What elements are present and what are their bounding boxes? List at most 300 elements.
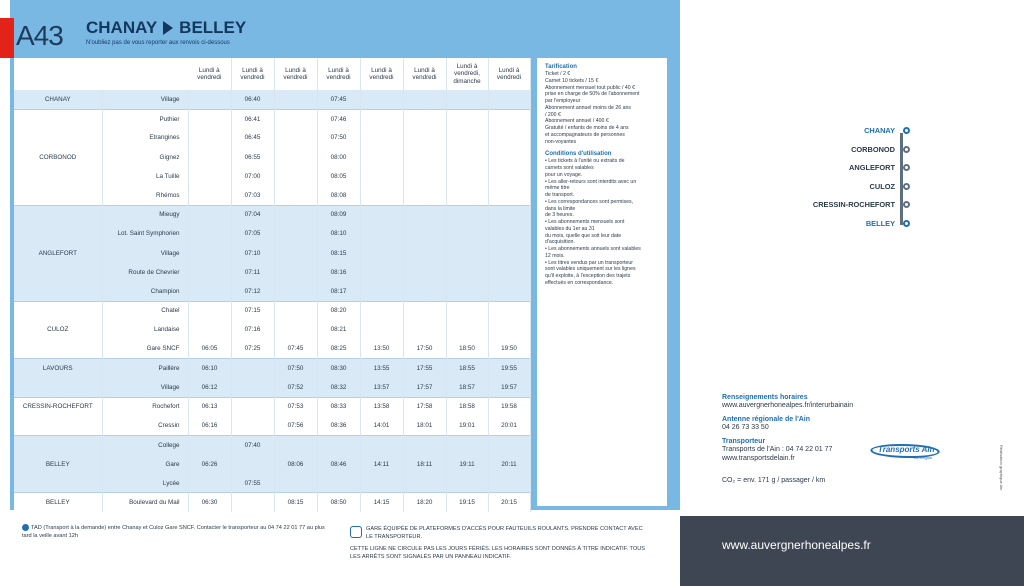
table-row xyxy=(14,474,530,493)
table-row xyxy=(14,455,530,474)
condition-line: pour un voyage. xyxy=(545,171,583,178)
time-cell xyxy=(488,224,530,243)
time-cell: 07:12 xyxy=(231,282,274,301)
time-cell: 08:09 xyxy=(317,205,360,224)
carrier-heading: Transporteur xyxy=(722,438,766,446)
timetable xyxy=(14,58,530,512)
time-cell xyxy=(488,244,530,263)
time-cell: 06:30 xyxy=(188,493,231,512)
route-subtitle: N'oubliez pas de vous reporter aux renvois ci-dessous xyxy=(86,40,230,46)
time-cell xyxy=(188,109,231,128)
time-cell xyxy=(274,167,317,186)
day-column-header: Lundi à vendredi xyxy=(231,58,274,90)
time-cell: 20:15 xyxy=(488,493,530,512)
time-cell: 17:50 xyxy=(403,339,446,358)
stop-cell: Village xyxy=(102,244,188,263)
condition-line: d'acquisition. xyxy=(545,239,575,246)
table-row xyxy=(14,359,530,378)
origin-label: CHANAY xyxy=(86,18,158,37)
route-stop-label: CRESSIN-ROCHEFORT xyxy=(812,200,895,209)
time-cell: 18:55 xyxy=(446,359,488,378)
time-cell: 08:20 xyxy=(317,301,360,320)
time-cell xyxy=(446,474,488,493)
time-cell: 20:01 xyxy=(488,416,530,435)
stop-cell: Rhémos xyxy=(102,186,188,205)
time-cell xyxy=(360,109,403,128)
time-cell xyxy=(403,224,446,243)
time-cell: 08:32 xyxy=(317,378,360,397)
schedule-heading: Renseignements horaires xyxy=(722,394,808,401)
city-cell xyxy=(14,474,102,493)
time-cell: 13:50 xyxy=(360,339,403,358)
day-column-header: Lundi à vendredi xyxy=(317,58,360,90)
city-cell xyxy=(14,378,102,397)
time-cell: 17:57 xyxy=(403,378,446,397)
condition-line: qu'il exploite, à l'exception des trajets xyxy=(545,273,631,279)
condition-line: de 3 heures. xyxy=(545,212,574,219)
time-cell xyxy=(231,378,274,397)
table-row xyxy=(14,186,530,205)
time-cell xyxy=(274,244,317,263)
condition-line: du mois, quelle que soit leur date xyxy=(545,232,622,239)
city-cell: CORBONOD xyxy=(14,148,102,167)
tarification-line: par l'employeur xyxy=(545,98,581,104)
time-cell xyxy=(403,128,446,147)
time-cell: 17:55 xyxy=(403,359,446,378)
route-stop-dot-icon xyxy=(903,164,910,171)
time-cell xyxy=(274,263,317,282)
city-cell xyxy=(14,435,102,454)
tarification-line: Carnet 10 tickets / 15 € xyxy=(545,77,599,84)
table-row xyxy=(14,109,530,128)
time-cell xyxy=(488,282,530,301)
time-cell: 07:45 xyxy=(317,90,360,109)
time-cell xyxy=(231,397,274,416)
time-cell: 08:00 xyxy=(317,148,360,167)
route-stop-dot-icon xyxy=(903,201,910,208)
stop-cell: Boulevard du Mail xyxy=(102,493,188,512)
time-cell xyxy=(188,474,231,493)
route-stop-label: ANGLEFORT xyxy=(849,163,895,172)
time-cell xyxy=(360,263,403,282)
time-cell xyxy=(360,224,403,243)
time-cell: 18:57 xyxy=(446,378,488,397)
table-row xyxy=(14,263,530,282)
tad-info-icon xyxy=(22,524,29,531)
time-cell: 06:55 xyxy=(231,148,274,167)
time-cell: 19:01 xyxy=(446,416,488,435)
tarification-title: Tarification xyxy=(545,64,577,70)
condition-line: • Les tickets à l'unité ou extraits de xyxy=(545,158,625,165)
table-row xyxy=(14,148,530,167)
time-cell xyxy=(403,90,446,109)
time-cell: 07:03 xyxy=(231,186,274,205)
time-cell: 13:55 xyxy=(360,359,403,378)
stop-cell: Village xyxy=(102,378,188,397)
time-cell: 07:56 xyxy=(274,416,317,435)
time-cell: 08:36 xyxy=(317,416,360,435)
time-cell xyxy=(317,435,360,454)
time-cell xyxy=(360,148,403,167)
time-cell xyxy=(188,435,231,454)
carrier-phone: Transports de l'Ain : 04 74 22 01 77 xyxy=(722,446,833,454)
time-cell xyxy=(188,186,231,205)
logo-text: Transports Ain xyxy=(878,445,935,454)
time-cell: 13:57 xyxy=(360,378,403,397)
tarification-line: prise en charge de 50% de l'abonnement xyxy=(545,91,640,98)
condition-line: sont valables uniquement sur les lignes xyxy=(545,266,636,273)
time-cell xyxy=(360,435,403,454)
table-row xyxy=(14,224,530,243)
time-cell: 14:15 xyxy=(360,493,403,512)
city-cell xyxy=(14,416,102,435)
city-cell xyxy=(14,186,102,205)
time-cell: 07:00 xyxy=(231,167,274,186)
time-cell xyxy=(317,474,360,493)
timetable-grid xyxy=(14,58,531,512)
destination-label: BELLEY xyxy=(179,18,247,37)
city-cell xyxy=(14,205,102,224)
time-cell: 07:50 xyxy=(317,128,360,147)
time-cell xyxy=(488,148,530,167)
day-column-header: Lundi à vendredi xyxy=(188,58,231,90)
time-cell: 07:15 xyxy=(231,301,274,320)
day-column-header: Lundi à vendredi xyxy=(274,58,317,90)
time-cell xyxy=(488,435,530,454)
route-stop-dot-icon xyxy=(903,220,910,227)
time-cell: 19:58 xyxy=(488,397,530,416)
day-column-header: Lundi à vendredi, dimanche xyxy=(446,58,488,90)
time-cell: 07:52 xyxy=(274,378,317,397)
route-stop-label: CULOZ xyxy=(869,181,895,191)
condition-line: 12 mois. xyxy=(545,252,565,259)
time-cell: 07:16 xyxy=(231,320,274,339)
time-cell xyxy=(274,109,317,128)
time-cell: 08:05 xyxy=(317,167,360,186)
city-cell: CRESSIN-ROCHEFORT xyxy=(14,397,102,416)
route-stop-dot-icon xyxy=(903,146,910,153)
condition-line: effectués en correspondance. xyxy=(545,279,614,286)
time-cell: 06:13 xyxy=(188,397,231,416)
time-cell xyxy=(274,435,317,454)
info-panel xyxy=(680,0,1024,586)
antenna-heading: Antenne régionale de l'Ain xyxy=(722,416,811,424)
time-cell: 18:11 xyxy=(403,455,446,474)
direction-arrow-icon xyxy=(163,21,173,35)
time-cell xyxy=(188,128,231,147)
stop-cell: Cressin xyxy=(102,416,188,435)
time-cell xyxy=(188,167,231,186)
time-cell: 08:30 xyxy=(317,359,360,378)
time-cell xyxy=(360,244,403,263)
route-stop xyxy=(864,126,910,135)
co2-info: CO₂ = env. 171 g / passager / km xyxy=(722,477,826,484)
table-row xyxy=(14,493,530,512)
time-cell xyxy=(231,416,274,435)
time-cell: 08:17 xyxy=(317,282,360,301)
time-cell xyxy=(231,493,274,512)
holidays-text: CETTE LIGNE NE CIRCULE PAS LES JOURS FÉRIÉS. LES HORAIRES SONT DONNÉS À TITRE INDICATIF. TOUS LES ARRÊTS SONT SIGNALÉS PAR UN PANNEAU INDICATIF. xyxy=(350,546,645,560)
tarification-line: Abonnement annuel / 400 € xyxy=(545,118,609,125)
time-cell xyxy=(446,320,488,339)
time-cell: 07:04 xyxy=(231,205,274,224)
time-cell xyxy=(446,224,488,243)
stop-cell: Champion xyxy=(102,282,188,301)
antenna-phone: 04 26 73 33 50 xyxy=(722,424,769,432)
time-cell: 08:15 xyxy=(317,244,360,263)
time-cell: 07:46 xyxy=(317,109,360,128)
time-cell: 17:58 xyxy=(403,397,446,416)
time-cell: 08:08 xyxy=(317,186,360,205)
time-cell xyxy=(488,205,530,224)
time-cell xyxy=(403,167,446,186)
time-cell xyxy=(403,205,446,224)
tarification-line: Ticket / 2 € xyxy=(545,71,571,77)
time-cell xyxy=(488,128,530,147)
time-cell: 13:58 xyxy=(360,397,403,416)
time-cell xyxy=(188,282,231,301)
city-cell: ANGLEFORT xyxy=(14,244,102,263)
time-cell xyxy=(446,263,488,282)
condition-line: de transport. xyxy=(545,192,575,198)
time-cell: 07:10 xyxy=(231,244,274,263)
tarification-line: / 200 € xyxy=(545,111,561,118)
stop-cell: Route de Chevrier xyxy=(102,263,188,282)
time-cell xyxy=(488,301,530,320)
tad-note-text: TAD (Transport à la demande) entre Chanay et Culoz Gare SNCF. Contacter le transporteur au 04 74 22 01 77 au plus tard la veille avant 12h xyxy=(22,524,325,539)
time-cell xyxy=(188,90,231,109)
footer-link[interactable]: www.auvergnerhonealpes.fr xyxy=(722,538,871,552)
time-cell xyxy=(488,263,530,282)
route-stop xyxy=(851,145,910,154)
time-cell: 07:50 xyxy=(274,359,317,378)
condition-line: même titre xyxy=(545,185,570,192)
time-cell: 19:50 xyxy=(488,339,530,358)
city-cell: BELLEY xyxy=(14,455,102,474)
timetable-body xyxy=(14,90,530,512)
time-cell xyxy=(488,167,530,186)
route-stop-label: BELLEY xyxy=(865,218,895,228)
route-stop xyxy=(866,219,910,228)
table-row xyxy=(14,205,530,224)
time-cell xyxy=(446,148,488,167)
route-stop xyxy=(813,200,910,209)
time-cell: 08:16 xyxy=(317,263,360,282)
time-cell: 08:25 xyxy=(317,339,360,358)
conditions-title: Conditions d'utilisation xyxy=(545,151,612,158)
time-cell: 18:01 xyxy=(403,416,446,435)
tarification-line: Gratuité / enfants de moins de 4 ans xyxy=(545,125,629,131)
time-cell xyxy=(231,455,274,474)
time-cell xyxy=(274,128,317,147)
time-cell: 08:15 xyxy=(274,493,317,512)
time-cell: 06:12 xyxy=(188,378,231,397)
time-cell xyxy=(446,109,488,128)
time-cell xyxy=(360,90,403,109)
time-cell: 08:50 xyxy=(317,493,360,512)
time-cell: 07:55 xyxy=(231,474,274,493)
accessibility-note xyxy=(350,526,650,561)
time-cell xyxy=(403,186,446,205)
time-cell: 08:21 xyxy=(317,320,360,339)
line-code: A43 xyxy=(16,20,63,51)
time-cell: 07:40 xyxy=(231,435,274,454)
table-row xyxy=(14,378,530,397)
stop-cell: Gare xyxy=(102,455,188,474)
time-cell: 06:26 xyxy=(188,455,231,474)
time-cell xyxy=(274,186,317,205)
time-cell xyxy=(188,205,231,224)
route-stop-label: CHANAY xyxy=(864,126,895,135)
time-cell: 18:20 xyxy=(403,493,446,512)
time-cell xyxy=(488,109,530,128)
time-cell xyxy=(188,320,231,339)
city-header xyxy=(14,58,102,90)
city-cell xyxy=(14,128,102,147)
route-diagram xyxy=(780,126,920,236)
stop-cell: Gignez xyxy=(102,148,188,167)
time-cell: 14:11 xyxy=(360,455,403,474)
table-row xyxy=(14,90,530,109)
city-cell xyxy=(14,301,102,320)
table-row xyxy=(14,339,530,358)
tarification-box xyxy=(537,58,667,506)
accessibility-text: GARE ÉQUIPÉE DE PLATEFORMES D'ACCÈS POUR FAUTEUILS ROULANTS. PRENDRE CONTACT AVEC LE TRANSPORTEUR. xyxy=(366,526,643,540)
time-cell xyxy=(360,128,403,147)
time-cell xyxy=(446,186,488,205)
city-cell xyxy=(14,263,102,282)
time-cell xyxy=(274,320,317,339)
time-cell: 19:15 xyxy=(446,493,488,512)
stop-cell: Lot. Saint Symphorien xyxy=(102,224,188,243)
city-cell xyxy=(14,109,102,128)
table-row xyxy=(14,282,530,301)
route-stop xyxy=(870,182,910,191)
time-cell xyxy=(488,474,530,493)
stop-cell: Etrangines xyxy=(102,128,188,147)
time-cell: 06:16 xyxy=(188,416,231,435)
time-cell: 07:25 xyxy=(231,339,274,358)
condition-line: • Les aller-retours sont interdits avec un xyxy=(545,178,637,185)
table-row xyxy=(14,167,530,186)
time-cell: 08:46 xyxy=(317,455,360,474)
time-cell xyxy=(360,474,403,493)
condition-line: • Les titres vendus par un transporteur xyxy=(545,259,634,266)
stop-header xyxy=(102,58,188,90)
transports-ain-logo xyxy=(870,440,940,462)
time-cell: 18:58 xyxy=(446,397,488,416)
day-column-header: Lundi à vendredi xyxy=(488,58,530,90)
time-cell xyxy=(274,90,317,109)
condition-line: • Les abonnements mensuels sont xyxy=(545,219,625,225)
logo-sub: La Région xyxy=(914,455,933,460)
table-row xyxy=(14,301,530,320)
time-cell: 06:10 xyxy=(188,359,231,378)
time-cell xyxy=(446,167,488,186)
time-cell xyxy=(274,148,317,167)
stop-cell: Puthier xyxy=(102,109,188,128)
table-row xyxy=(14,435,530,454)
stop-cell: Rochefort xyxy=(102,397,188,416)
tad-note xyxy=(22,524,332,540)
time-cell xyxy=(360,282,403,301)
time-cell xyxy=(446,90,488,109)
time-cell xyxy=(274,282,317,301)
city-cell: CULOZ xyxy=(14,320,102,339)
time-cell: 14:01 xyxy=(360,416,403,435)
time-cell: 07:53 xyxy=(274,397,317,416)
time-cell: 07:45 xyxy=(274,339,317,358)
route-stop xyxy=(849,163,910,172)
table-row xyxy=(14,320,530,339)
time-cell: 19:11 xyxy=(446,455,488,474)
day-column-header: Lundi à vendredi xyxy=(403,58,446,90)
stop-cell: Village xyxy=(102,90,188,109)
city-cell: LAVOURS xyxy=(14,359,102,378)
stop-cell: Chatel xyxy=(102,301,188,320)
carrier-link[interactable]: www.transportsdelain.fr xyxy=(722,455,795,463)
tarification-line: Abonnement mensuel tout public / 40 € xyxy=(545,84,635,91)
time-cell xyxy=(403,263,446,282)
city-cell: BELLEY xyxy=(14,493,102,512)
condition-line: • Les correspondances sont permises, xyxy=(545,198,634,205)
time-cell xyxy=(188,301,231,320)
tarification-line: et accompagnateurs de personnes xyxy=(545,131,625,138)
time-cell xyxy=(403,282,446,301)
time-cell xyxy=(360,205,403,224)
time-cell xyxy=(360,167,403,186)
route-stop-label: CORBONOD xyxy=(851,144,895,154)
stop-cell: Gare SNCF xyxy=(102,339,188,358)
time-cell xyxy=(403,474,446,493)
time-cell: 07:05 xyxy=(231,224,274,243)
table-row xyxy=(14,128,530,147)
line-accent-tab xyxy=(0,18,14,58)
time-cell xyxy=(403,148,446,167)
time-cell xyxy=(446,435,488,454)
city-cell: CHANAY xyxy=(14,90,102,109)
time-cell xyxy=(188,263,231,282)
footer xyxy=(680,516,1024,586)
time-cell: 06:40 xyxy=(231,90,274,109)
time-cell: 06:05 xyxy=(188,339,231,358)
stop-cell: La Tuille xyxy=(102,167,188,186)
time-cell xyxy=(446,128,488,147)
time-cell xyxy=(360,320,403,339)
time-cell xyxy=(446,205,488,224)
city-cell xyxy=(14,167,102,186)
stop-cell: Mieugy xyxy=(102,205,188,224)
condition-line: carnets sont valables xyxy=(545,165,594,171)
time-cell xyxy=(446,244,488,263)
conditions-list xyxy=(545,158,659,286)
time-cell xyxy=(403,320,446,339)
side-credit: Réalisation graphique Ain xyxy=(999,445,1004,491)
time-cell: 19:57 xyxy=(488,378,530,397)
route-stop-dot-icon xyxy=(903,127,910,134)
route-stop-dot-icon xyxy=(903,183,910,190)
time-cell: 08:33 xyxy=(317,397,360,416)
time-cell xyxy=(188,244,231,263)
time-cell xyxy=(488,90,530,109)
table-row xyxy=(14,416,530,435)
time-cell xyxy=(360,186,403,205)
time-cell xyxy=(403,244,446,263)
time-cell: 20:11 xyxy=(488,455,530,474)
schedule-link[interactable]: www.auvergnerhonealpes.fr/interurbainain xyxy=(722,402,854,409)
time-cell xyxy=(188,148,231,167)
table-row xyxy=(14,397,530,416)
